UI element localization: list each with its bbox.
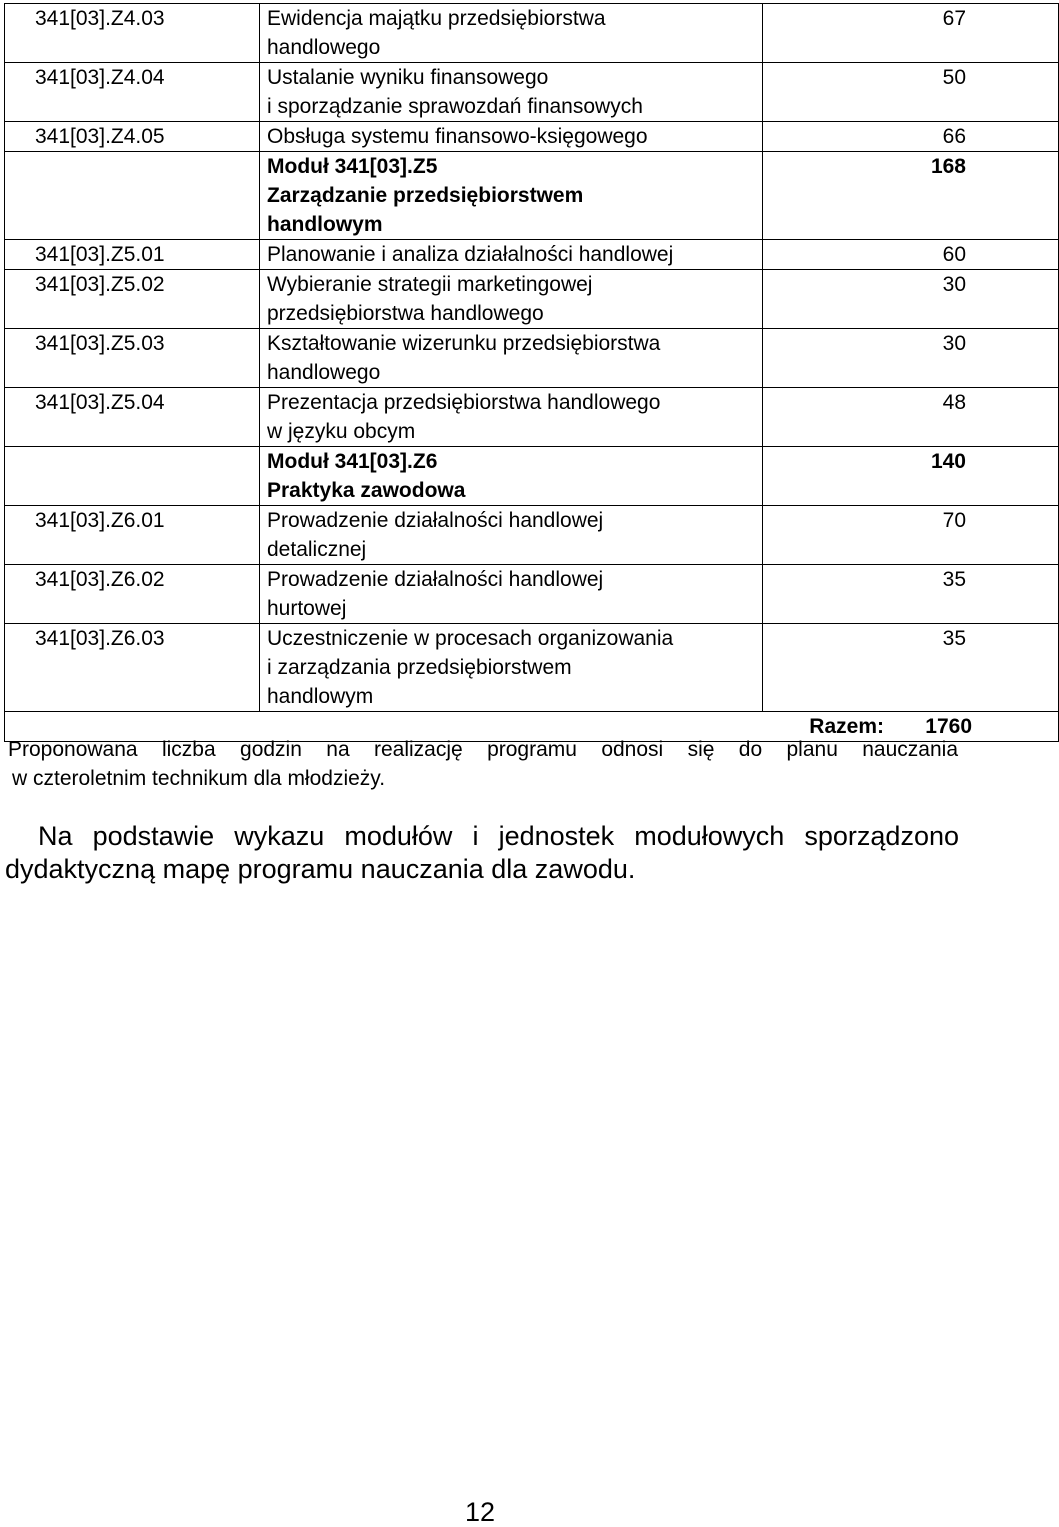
unit-code: 341[03].Z4.05 [5,122,260,152]
unit-code: 341[03].Z5.01 [5,240,260,270]
unit-code: 341[03].Z6.01 [5,506,260,565]
unit-hours: 35 [763,624,1059,712]
table-row [5,122,1059,152]
module-name: Moduł 341[03].Z5 Zarządzanie przedsiębiorstwem handlowym [260,152,763,240]
unit-hours: 35 [763,565,1059,624]
unit-name: Planowanie i analiza działalności handlowej [260,240,763,270]
unit-hours: 30 [763,329,1059,388]
unit-hours: 70 [763,506,1059,565]
module-code-empty [5,447,260,506]
hours-note-line-2: w czteroletnim technikum dla młodzieży. [12,767,386,790]
hours-note-line-1: Proponowana liczba godzin na realizację programu odnosi się do planu nauczania [8,738,958,761]
unit-hours: 50 [763,63,1059,122]
unit-name: Ustalanie wyniku finansowego i sporządzanie sprawozdań finansowych [260,63,763,122]
unit-hours: 66 [763,122,1059,152]
unit-code: 341[03].Z5.03 [5,329,260,388]
table-row [5,329,1059,388]
unit-name: Prezentacja przedsiębiorstwa handlowego w języku obcym [260,388,763,447]
unit-name: Prowadzenie działalności handlowej hurtowej [260,565,763,624]
unit-name: Uczestniczenie w procesach organizowania i zarządzania przedsiębiorstwem handlowym [260,624,763,712]
table-row [5,565,1059,624]
modules-table [4,3,1059,742]
page-number: 12 [464,1497,496,1527]
module-row [5,152,1059,240]
table-row [5,270,1059,329]
unit-name: Ewidencja majątku przedsiębiorstwa handlowego [260,4,763,63]
unit-name: Kształtowanie wizerunku przedsiębiorstwa handlowego [260,329,763,388]
unit-code: 341[03].Z4.04 [5,63,260,122]
unit-hours: 30 [763,270,1059,329]
unit-name: Prowadzenie działalności handlowej detalicznej [260,506,763,565]
unit-name: Wybieranie strategii marketingowej przedsiębiorstwa handlowego [260,270,763,329]
conclusion-line-2: dydaktyczną mapę programu nauczania dla zawodu. [5,854,636,884]
module-code-empty [5,152,260,240]
table-row [5,63,1059,122]
unit-code: 341[03].Z5.04 [5,388,260,447]
table-row [5,4,1059,63]
module-hours: 168 [763,152,1059,240]
module-row [5,447,1059,506]
unit-code: 341[03].Z5.02 [5,270,260,329]
unit-name: Obsługa systemu finansowo-księgowego [260,122,763,152]
table-row [5,388,1059,447]
module-name: Moduł 341[03].Z6 Praktyka zawodowa [260,447,763,506]
conclusion-paragraph [5,820,959,886]
module-hours: 140 [763,447,1059,506]
unit-code: 341[03].Z6.03 [5,624,260,712]
table-row [5,506,1059,565]
unit-hours: 60 [763,240,1059,270]
conclusion-line-1: Na podstawie wykazu modułów i jednostek modułowych sporządzono [38,821,959,851]
unit-hours: 48 [763,388,1059,447]
total-label: Razem: [809,715,884,738]
total-value: 1760 [925,715,972,738]
unit-code: 341[03].Z6.02 [5,565,260,624]
hours-note [8,735,958,793]
unit-hours: 67 [763,4,1059,63]
unit-code: 341[03].Z4.03 [5,4,260,63]
table-row [5,240,1059,270]
table-row [5,624,1059,712]
